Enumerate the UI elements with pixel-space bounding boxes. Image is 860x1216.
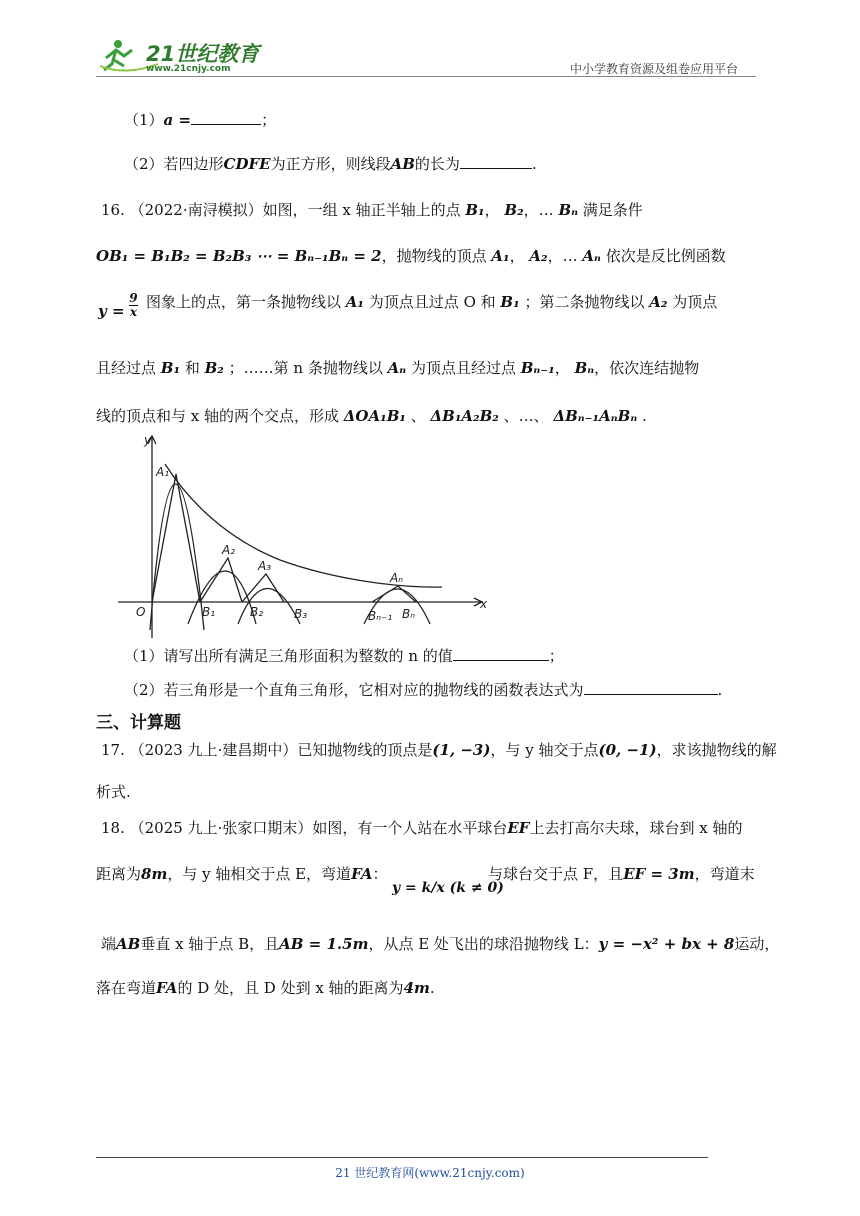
- label-x: x: [480, 597, 488, 611]
- label-b2: B₂: [250, 605, 264, 619]
- label-b3: B₃: [294, 607, 308, 621]
- q17-line1: 17. （2023 九上·建昌期中）已知抛物线的顶点是(1, −3)，与 y 轴交于点(0, −1)，求该抛物线的解: [101, 741, 777, 759]
- q16-sub2: （2）若三角形是一个直角三角形，它相对应的抛物线的函数表达式为 .: [124, 681, 723, 699]
- logo-url: www.21cnjy.com: [146, 64, 231, 74]
- answer-blank: [460, 154, 532, 169]
- logo-text: 21世纪教育: [146, 42, 260, 66]
- q17-line2: 析式.: [96, 783, 131, 801]
- answer-blank: [584, 680, 718, 695]
- section-heading: 三、计算题: [96, 713, 181, 733]
- header-rule: [96, 76, 756, 77]
- q18-line2: 距离为8m，与 y 轴相交于点 E，弯道FA：: [96, 865, 388, 883]
- q18-function: y = k/x (k ≠ 0): [392, 880, 504, 896]
- label-a3: A₃: [258, 559, 272, 573]
- q16-line3: 图象上的点，第一条抛物线以 A₁ 为顶点且过点 O 和 B₁ ；第二条抛物线以 A₂ 为顶点: [146, 293, 718, 311]
- q16-sub1: （1）请写出所有满足三角形面积为整数的 n 的值 ；: [124, 647, 564, 665]
- q18-line1: 18. （2025 九上·张家口期末）如图，有一个人站在水平球台EF上去打高尔夫球，球台到 x 轴的: [101, 819, 743, 837]
- label-bn: Bₙ: [402, 607, 416, 621]
- answer-blank: [191, 110, 261, 125]
- q16-function: y = $\frac{9}{x}$: [98, 291, 138, 320]
- q15-part1: （1）a = ；: [124, 111, 277, 129]
- triangle-2: [200, 558, 242, 602]
- label-b1: B₁: [202, 605, 216, 619]
- q16-line5: 线的顶点和与 x 轴的两个交点，形成 ΔOA₁B₁ 、 ΔB₁A₂B₂ 、…、 ΔBₙ₋₁AₙBₙ .: [96, 407, 647, 425]
- answer-blank: [453, 646, 549, 661]
- q18-line4: 落在弯道FA的 D 处，且 D 处到 x 轴的距离为4m.: [96, 979, 435, 997]
- parabola-3: [238, 589, 300, 625]
- footer-text: 21 世纪教育网(www.21cnjy.com): [335, 1166, 525, 1180]
- label-an: Aₙ: [390, 571, 403, 585]
- parabola-1: [150, 484, 204, 630]
- footer-rule: [96, 1157, 708, 1158]
- label-a1: A₁: [156, 465, 170, 479]
- q16-line2: OB₁ = B₁B₂ = B₂B₃ ⋯ = Bₙ₋₁Bₙ = 2，抛物线的顶点 A₁， A₂，… Aₙ 依次是反比例函数: [96, 247, 726, 265]
- label-y: y: [144, 433, 152, 447]
- q16-line1: 16. （2022·南浔模拟）如图，一组 x 轴正半轴上的点 B₁， B₂，… Bₙ 满足条件: [101, 201, 643, 219]
- q18-line2b: 与球台交于点 F，且EF = 3m，弯道末: [488, 865, 755, 883]
- platform-name: 中小学教育资源及组卷应用平台: [570, 62, 739, 76]
- q18-line3: 端AB垂直 x 轴于点 B，且AB = 1.5m，从点 E 处飞出的球沿抛物线 L：y = −x² + bx + 8运动，: [101, 935, 780, 953]
- label-o: O: [136, 605, 146, 619]
- label-bn1: Bₙ₋₁: [368, 609, 393, 623]
- label-a2: A₂: [222, 543, 236, 557]
- q16-line4: 且经过点 B₁ 和 B₂ ；……第 n 条抛物线以 Aₙ 为顶点且经过点 Bₙ₋₁， Bₙ，依次连结抛物: [96, 359, 700, 377]
- hyperbola: [165, 464, 442, 587]
- q15-part2: （2）若四边形CDFE为正方形，则线段AB的长为 .: [124, 155, 537, 173]
- parabola-figure: [110, 428, 500, 642]
